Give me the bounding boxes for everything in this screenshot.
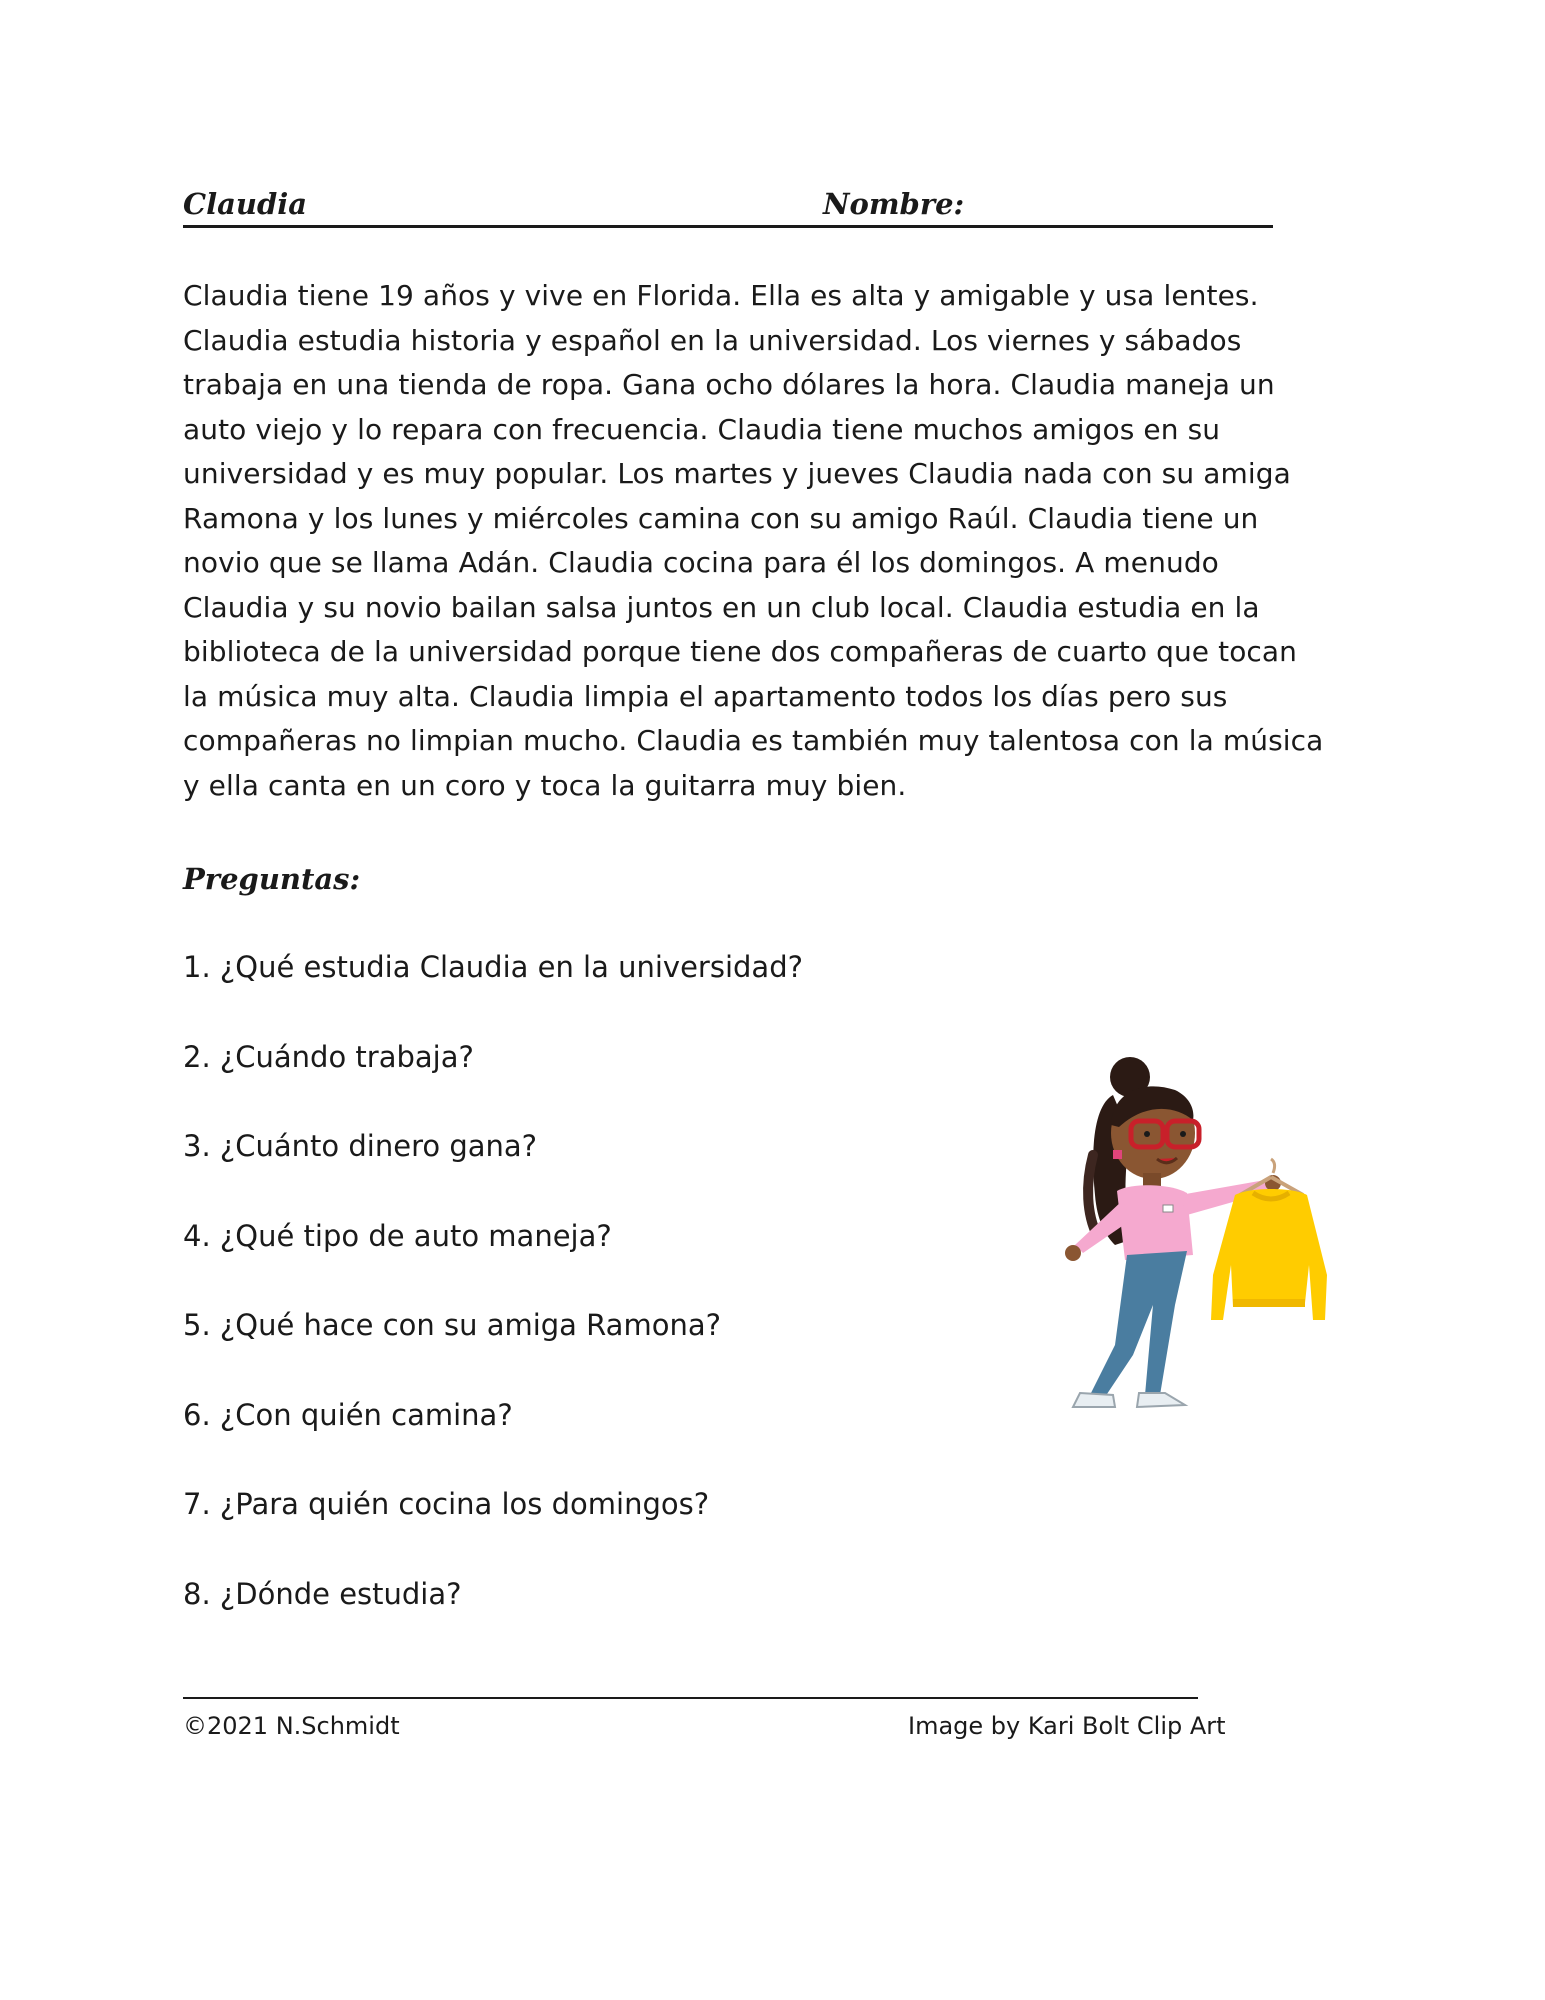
question-item: 6. ¿Con quién camina? [183, 1397, 513, 1432]
passage-line: compañeras no limpian mucho. Claudia es también muy talentosa con la música [183, 724, 1324, 757]
passage-line: auto viejo y lo repara con frecuencia. Claudia tiene muchos amigos en su [183, 412, 1221, 446]
passage-line: Claudia estudia historia y español en la universidad. Los viernes y sábados [183, 323, 1242, 357]
question-item: 1. ¿Qué estudia Claudia en la universidad? [183, 950, 803, 984]
question-item: 4. ¿Qué tipo de auto maneja? [183, 1218, 612, 1253]
questions-list [183, 950, 803, 1666]
passage-line: Ramona y los lunes y miércoles camina con su amigo Raúl. Claudia tiene un [183, 501, 1259, 535]
name-label: Nombre: [823, 187, 965, 221]
passage-line: Claudia tiene 19 años y vive en Florida. Ella es alta y amigable y usa lentes. [183, 279, 1259, 312]
question-item: 5. ¿Qué hace con su amiga Ramona? [183, 1308, 721, 1342]
passage-line: Claudia y su novio bailan salsa juntos en un club local. Claudia estudia en la [183, 590, 1260, 624]
reading-passage [183, 274, 1363, 808]
question-item: 3. ¿Cuánto dinero gana? [183, 1129, 538, 1163]
passage-line: trabaja en una tienda de ropa. Gana ocho dólares la hora. Claudia maneja un [183, 368, 1275, 401]
question-item: 7. ¿Para quién cocina los domingos? [183, 1487, 710, 1521]
question-item: 2. ¿Cuándo trabaja? [183, 1039, 474, 1074]
girl-holding-sweater-illustration [1035, 1055, 1345, 1445]
worksheet-title: Claudia [183, 187, 308, 221]
question-item: 8. ¿Dónde estudia? [183, 1576, 462, 1611]
copyright-text: ©2021 N.Schmidt [183, 1712, 400, 1740]
footer-divider [183, 1697, 1198, 1699]
passage-line: la música muy alta. Claudia limpia el apartamento todos los días pero sus [183, 679, 1228, 713]
header [183, 181, 1273, 228]
image-credit: Image by Kari Bolt Clip Art [908, 1712, 1226, 1740]
passage-line: y ella canta en un coro y toca la guitarra muy bien. [183, 768, 907, 802]
passage-line: novio que se llama Adán. Claudia cocina para él los domingos. A menudo [183, 546, 1219, 579]
passage-line: universidad y es muy popular. Los martes y jueves Claudia nada con su amiga [183, 457, 1291, 490]
questions-heading: Preguntas: [183, 862, 361, 896]
passage-line: biblioteca de la universidad porque tiene dos compañeras de cuarto que tocan [183, 635, 1298, 668]
